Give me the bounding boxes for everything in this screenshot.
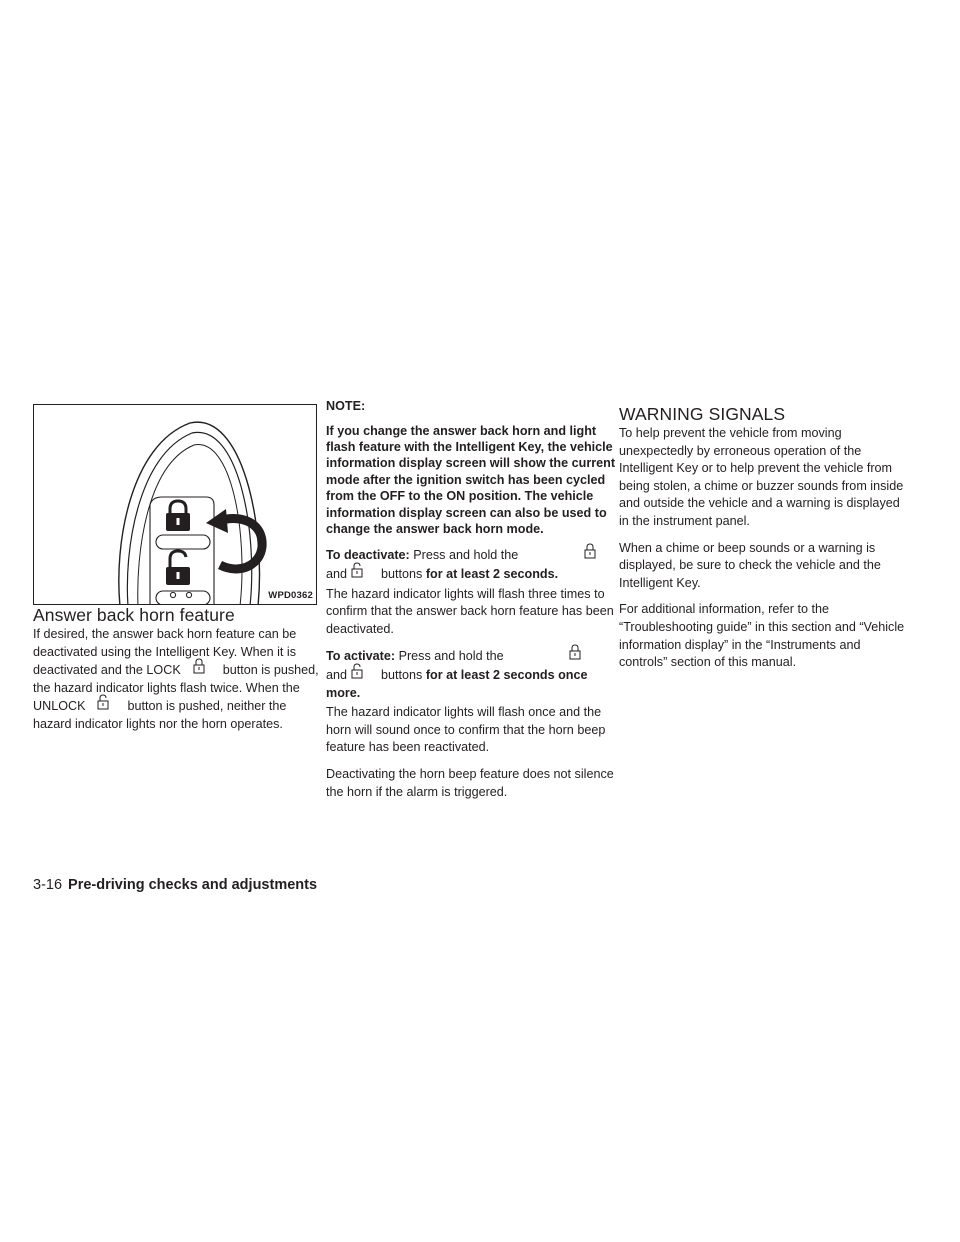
figure-code: WPD0362: [268, 590, 313, 601]
note-text: If you change the answer back horn and light flash feature with the Intelligent Key, the vehicle information display screen will show the current mode after the ignition switch has been cycled from the OFF to the ON position. The vehicle information display screen can also be used to change the answer back horn mode.: [326, 423, 616, 537]
right-column: [619, 404, 909, 681]
lock-icon: [565, 647, 587, 663]
activate-result: The hazard indicator lights will flash once and the horn will sound once to confirm that the horn beep feature has been reactivated.: [326, 705, 606, 755]
deactivate-label: To deactivate:: [326, 548, 410, 563]
lock-icon: [189, 661, 211, 677]
section-heading-warning-signals: WARNING SIGNALS: [619, 404, 786, 424]
closing-paragraph: Deactivating the horn beep feature does not silence the horn if the alarm is triggered.: [326, 766, 614, 799]
page-footer: [33, 877, 317, 893]
section-heading-answer-back: Answer back horn feature: [33, 605, 235, 625]
lock-icon: [580, 546, 602, 562]
paragraph-text: button is pushed, neither the hazard indicator lights nor the horn operates.: [33, 699, 287, 731]
answer-back-paragraph: [33, 626, 323, 734]
key-fob-illustration: [34, 405, 317, 605]
warning-paragraph-1: To help prevent the vehicle from moving unexpectedly by erroneous operation of the Intelligent Key or to help prevent the vehicle from being stolen, a chime or buzzer sounds from inside and outside the vehicle and a warning is displayed in the instrument panel.: [619, 426, 904, 528]
page-number: 3-16: [33, 877, 63, 893]
instruction-emphasis: for at least 2 seconds once more.: [326, 668, 588, 700]
chapter-title: Pre-driving checks and adjustments: [68, 877, 318, 893]
note-label: NOTE:: [326, 399, 366, 413]
deactivate-instruction: [326, 546, 616, 583]
activate-label: To activate:: [326, 649, 396, 664]
warning-paragraph-2: When a chime or beep sounds or a warning is displayed, be sure to check the vehicle and the Intelligent Key.: [619, 540, 881, 590]
paragraph-text: button is pushed, the hazard indicator lights flash twice. When the UNLOCK: [33, 663, 319, 714]
warning-paragraph-3: For additional information, refer to the “Troubleshooting guide” in this section and “Vehicle information display” in the “Instruments and controls” section of this manual.: [619, 602, 905, 670]
instruction-text: and: [326, 668, 348, 682]
instruction-text: Press and hold the: [398, 649, 504, 664]
deactivate-result: The hazard indicator lights will flash three times to confirm that the answer back horn feature has been deactivated.: [326, 586, 614, 636]
activate-instruction: [326, 647, 616, 702]
paragraph-text: If desired, the answer back horn feature can be deactivated using the Intelligent Key. When it is deactivated and the LOCK: [33, 627, 297, 678]
left-column: [33, 404, 323, 743]
middle-column: [326, 399, 616, 810]
unlock-icon: [347, 666, 369, 682]
instruction-text: buttons: [381, 567, 423, 582]
lock-button-icon: [166, 501, 190, 531]
instruction-emphasis: for at least 2 seconds.: [425, 567, 559, 582]
instruction-text: and: [326, 567, 348, 582]
unlock-icon: [347, 565, 369, 581]
instruction-text: Press and hold the: [413, 548, 519, 563]
unlock-icon: [93, 697, 115, 713]
key-fob-figure: [33, 404, 317, 605]
instruction-text: buttons: [381, 668, 423, 682]
